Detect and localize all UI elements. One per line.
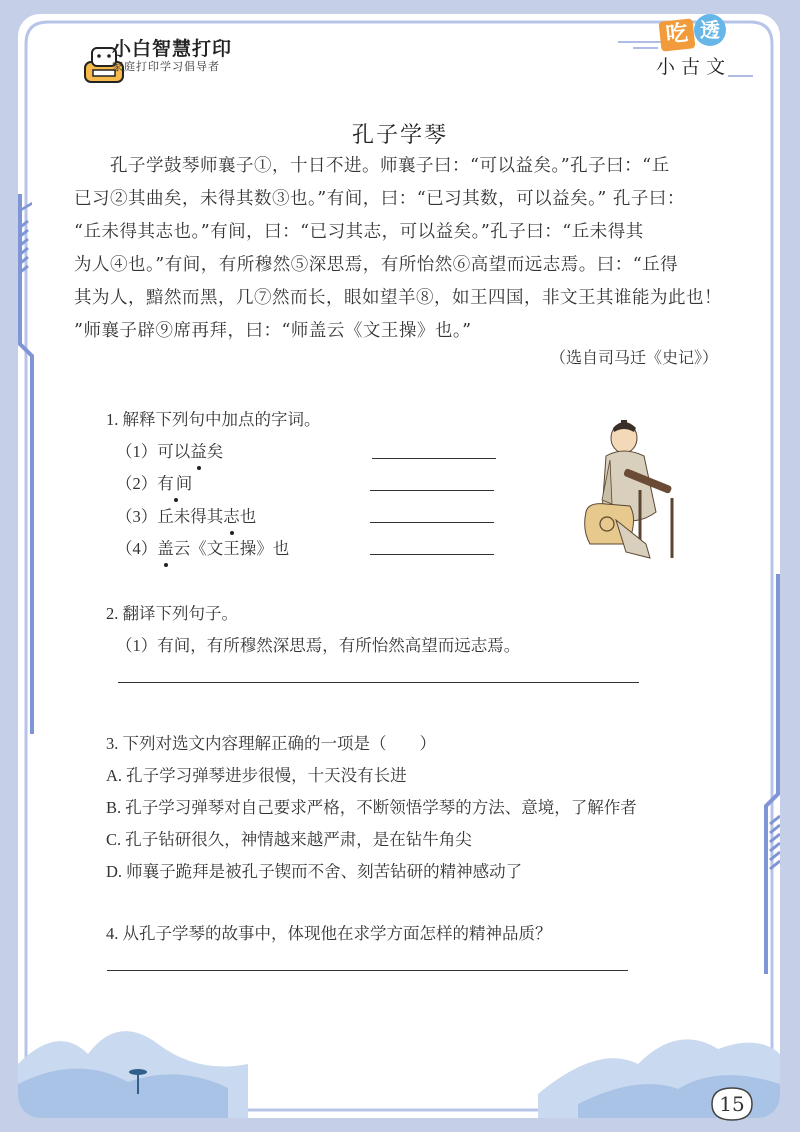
q1-item [116,535,289,559]
answer-line[interactable] [370,522,494,523]
series-badge-chi: 吃 [659,18,696,51]
passage-line: 孔子学鼓琴师襄子①，十日不进。师襄子曰：“可以益矣。”孔子曰：“丘 [74,156,670,176]
passage-title: 孔子学琴 [351,123,448,148]
dotted-word: 益 [190,438,207,462]
passage-source: （选自司马迁《史记》） [549,348,718,367]
q3-option[interactable]: B. 孔子学习弹琴对自己要求严格，不断领悟学琴的方法、意境，了解作者 [106,798,637,817]
passage-line: “丘未得其志也。”有间，曰：“已习其志，可以益矣。”孔子曰：“丘未得其 [74,222,644,242]
confucius-zither-illustration [580,420,680,560]
answer-line[interactable] [372,458,496,459]
item-text: 也 [239,507,257,526]
item-number: （1） [116,442,158,461]
q1-item [116,503,256,527]
page-number: 15 [719,1092,745,1116]
q1-item [116,438,223,462]
answer-line[interactable] [370,490,494,491]
item-text: 可以 [157,442,191,461]
q2-prompt: 2. 翻译下列句子。 [106,604,238,623]
series-badge-subtitle: 小古文 [656,56,732,78]
q3-option[interactable]: A. 孔子学习弹琴进步很慢，十天没有长进 [106,766,407,785]
passage-line: 其为人，黯然而黑，几⑦然而长，眼如望羊⑧，如王四国，非文王其谁能为此也！ [74,288,722,308]
q3-option[interactable]: D. 师襄子跪拜是被孔子锲而不舍、刻苦钻研的精神感动了 [106,862,523,881]
answer-line[interactable] [107,970,628,971]
brand-title: 小白智慧打印 [112,38,233,60]
q2-item: （1）有间，有所穆然深思焉，有所怡然高望而远志焉。 [116,636,521,655]
q1-item [116,470,194,494]
dotted-word: 有间 [157,470,194,494]
passage-line: 为人④也。”有间，有所穆然⑤深思焉，有所怡然⑥高望而远志焉。曰：“丘得 [74,255,679,275]
q4-prompt: 4. 从孔子学琴的故事中，体现他在求学方面怎样的精神品质？ [106,924,552,943]
passage-line: 已习②其曲矣，未得其数③也。”有间，曰：“已习其数，可以益矣。” 孔子曰： [74,189,685,209]
mountain-decoration [18,1031,780,1118]
brand-subtitle: 家庭打印学习倡导者 [112,60,220,73]
item-text: 丘未得其 [157,507,224,526]
series-badge-tou: 透 [694,14,726,46]
dotted-word: 盖 [157,535,174,559]
item-number: （4） [116,539,158,558]
item-text: 云《文王操》也 [173,539,290,558]
q1-prompt: 1. 解释下列句中加点的字词。 [106,410,321,429]
item-number: （2） [116,474,158,493]
item-number: （3） [116,507,158,526]
dotted-word: 志 [223,503,240,527]
passage-text [74,150,726,348]
item-text: 矣 [206,442,224,461]
answer-line[interactable] [370,554,494,555]
passage-line: ”师襄子辟⑨席再拜，曰：“师盖云《文王操》也。” [74,321,472,341]
q3-option[interactable]: C. 孔子钻研很久，神情越来越严肃，是在钻牛角尖 [106,830,472,849]
q3-prompt: 3. 下列对选文内容理解正确的一项是（ ） [106,734,436,753]
answer-line[interactable] [118,682,639,683]
